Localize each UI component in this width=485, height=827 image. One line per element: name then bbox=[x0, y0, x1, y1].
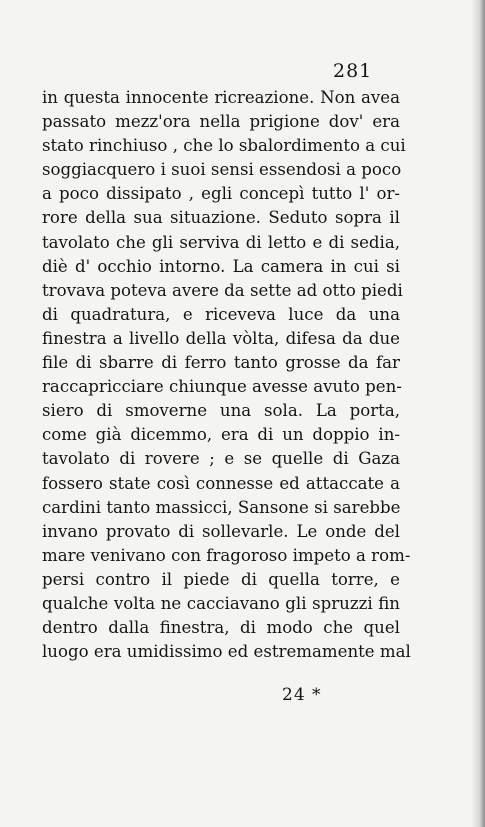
text-line: stato rinchiuso , che lo sbalordimento a cui bbox=[42, 136, 406, 156]
text-line: soggiacquero i suoi sensi essendosi a poco bbox=[42, 160, 402, 180]
signature-mark: 24 * bbox=[282, 685, 322, 705]
text-line: a poco dissipato , egli concepì tutto l' or- bbox=[42, 184, 400, 204]
body-text bbox=[42, 86, 411, 664]
text-line: di quadratura, e riceveva luce da una bbox=[42, 304, 400, 324]
text-line: raccapricciare chiunque avesse avuto pen- bbox=[42, 377, 402, 397]
text-line: tavolato di rovere ; e se quelle di Gaza bbox=[42, 449, 400, 469]
text-line: rore della sua situazione. Seduto sopra il bbox=[42, 208, 400, 228]
text-line: fossero state così connesse ed attaccate a bbox=[42, 473, 400, 493]
text-line: diè d' occhio intorno. La camera in cui si bbox=[42, 256, 400, 276]
text-line: invano provato di sollevarle. Le onde del bbox=[42, 521, 400, 541]
text-line: cardini tanto massicci, Sansone si sarebbe bbox=[42, 497, 401, 517]
text-line: luogo era umidissimo ed estremamente mal bbox=[42, 642, 411, 662]
page-number: 281 bbox=[333, 60, 373, 82]
text-line: in questa innocente ricreazione. Non avea bbox=[42, 88, 400, 107]
text-line: passato mezz'ora nella prigione dov' era bbox=[42, 112, 400, 132]
text-line: qualche volta ne cacciavano gli spruzzi fin bbox=[42, 593, 400, 613]
text-line: file di sbarre di ferro tanto grosse da far bbox=[42, 353, 400, 373]
text-line: dentro dalla finestra, di modo che quel bbox=[42, 618, 400, 638]
text-line: mare venivano con fragoroso impeto a rom- bbox=[42, 545, 411, 565]
text-line: come già dicemmo, era di un doppio in- bbox=[42, 425, 400, 445]
text-line: siero di smoverne una sola. La porta, bbox=[42, 401, 400, 421]
text-line: finestra a livello della vòlta, difesa da due bbox=[42, 328, 400, 348]
text-line: trovava poteva avere da sette ad otto piedi bbox=[42, 280, 403, 300]
text-line: persi contro il piede di quella torre, e bbox=[42, 569, 400, 589]
page-edge-shadow bbox=[471, 0, 485, 827]
text-line: tavolato che gli serviva di letto e di sedia, bbox=[42, 232, 400, 252]
